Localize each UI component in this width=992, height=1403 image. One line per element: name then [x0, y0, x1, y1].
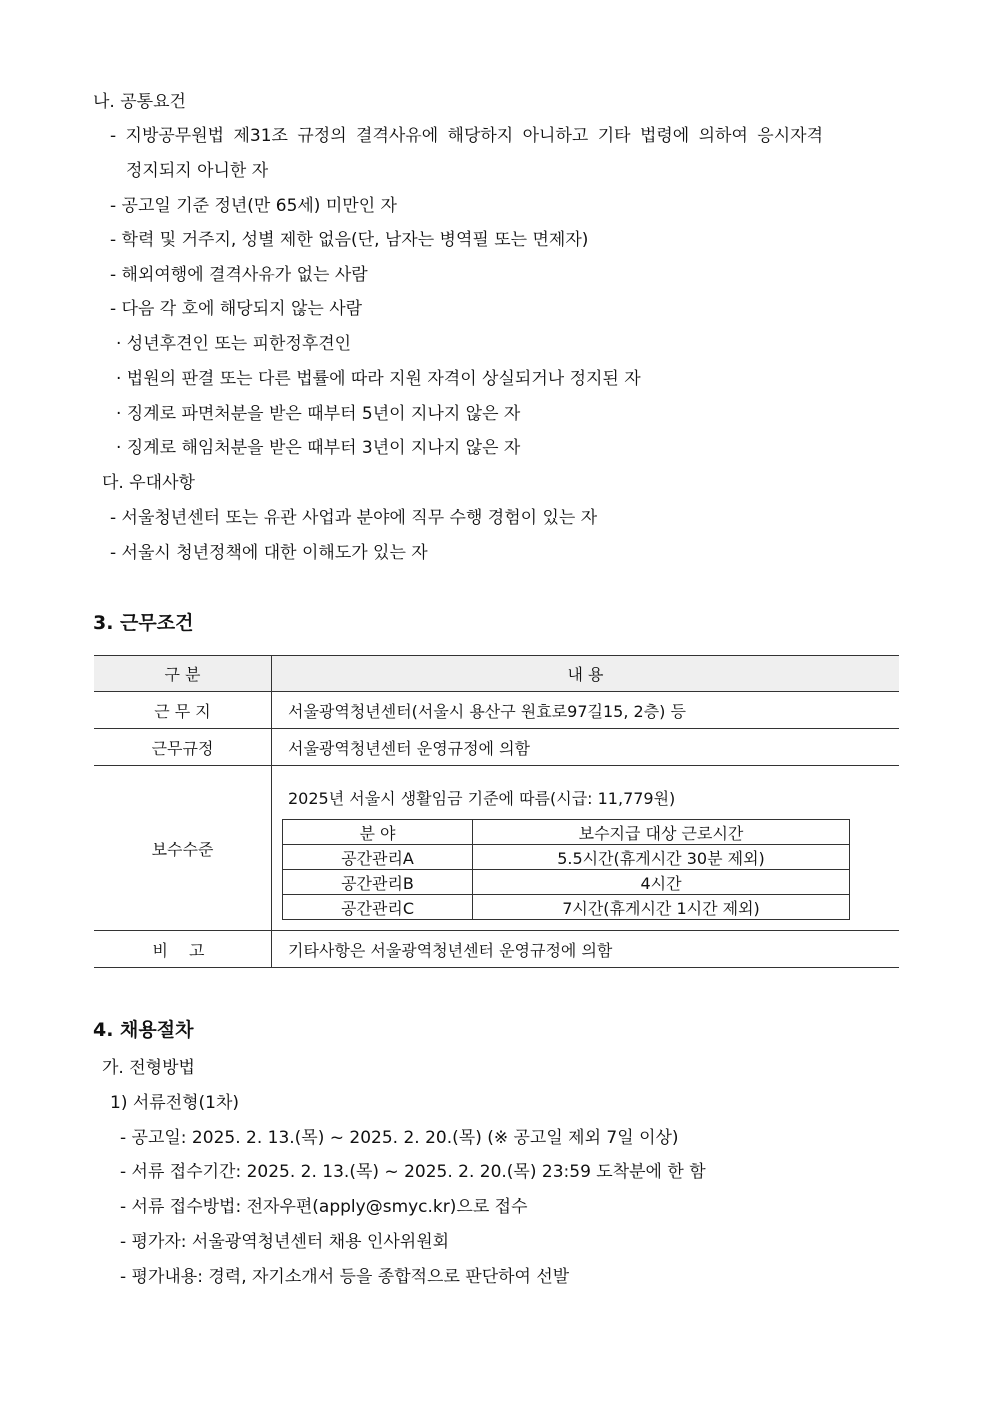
pay-hours: 7시간(휴게시간 1시간 제외) [473, 895, 850, 920]
common-item: - 해외여행에 결격사유가 없는 사람 [110, 265, 368, 285]
pay-field: 공간관리C [283, 895, 473, 920]
common-subitem: · 성년후견인 또는 피한정후견인 [116, 334, 352, 354]
pay-content [272, 766, 900, 931]
table-header-row [94, 656, 899, 692]
pay-note: 2025년 서울시 생활임금 기준에 따름(시급: 11,779원) [288, 789, 676, 808]
hiring-heading: 4. 채용절차 [93, 1019, 194, 1041]
pay-label: 보수수준 [94, 766, 272, 931]
pay-field: 공간관리A [283, 845, 473, 870]
common-item: - 지방공무원법 제31조 규정의 결격사유에 해당하지 아니하고 기타 법령에 의하여 응시자격 [110, 126, 823, 146]
common-subitem: · 징계로 파면처분을 받은 때부터 5년이 지나지 않은 자 [116, 404, 521, 424]
table-header-content: 내 용 [272, 656, 900, 692]
pay-field: 공간관리B [283, 870, 473, 895]
common-item: - 다음 각 호에 해당되지 않는 사람 [110, 299, 363, 319]
hiring-item: - 서류 접수기간: 2025. 2. 13.(목) ~ 2025. 2. 20.(목) 23:59 도착분에 한 함 [120, 1162, 706, 1182]
hiring-item: - 공고일: 2025. 2. 13.(목) ~ 2025. 2. 20.(목) (※ 공고일 제외 7일 이상) [120, 1128, 679, 1148]
preference-item: - 서울청년센터 또는 유관 사업과 분야에 직무 수행 경험이 있는 자 [110, 508, 598, 528]
preference-item: - 서울시 청년정책에 대한 이해도가 있는 자 [110, 543, 428, 563]
common-item: - 공고일 기준 정년(만 65세) 미만인 자 [110, 196, 397, 216]
row-value: 서울광역청년센터 운영규정에 의함 [272, 729, 900, 766]
hiring-item: - 서류 접수방법: 전자우편(apply@smyc.kr)으로 접수 [120, 1197, 528, 1217]
remark-label: 비 고 [94, 931, 272, 968]
hiring-subheading: 가. 전형방법 [102, 1058, 195, 1078]
remark-value: 기타사항은 서울광역청년센터 운영규정에 의함 [272, 931, 900, 968]
pay-hours-row [283, 870, 850, 895]
table-row [94, 729, 899, 766]
hiring-item: - 평가자: 서울광역청년센터 채용 인사위원회 [120, 1232, 450, 1252]
preference-heading: 다. 우대사항 [102, 473, 195, 493]
row-value: 서울광역청년센터(서울시 용산구 원효로97길15, 2층) 등 [272, 692, 900, 729]
pay-hours-row [283, 895, 850, 920]
common-item: 정지되지 아니한 자 [126, 161, 269, 181]
pay-hours-header [283, 820, 850, 845]
pay-row [94, 766, 899, 931]
row-label: 근무규정 [94, 729, 272, 766]
pay-hours: 5.5시간(휴게시간 30분 제외) [473, 845, 850, 870]
common-heading: 나. 공통요건 [93, 92, 186, 112]
pay-hours-table [282, 819, 850, 920]
row-label: 근 무 지 [94, 692, 272, 729]
hiring-item: - 평가내용: 경력, 자기소개서 등을 종합적으로 판단하여 선발 [120, 1267, 570, 1287]
pay-header-hours: 보수지급 대상 근로시간 [473, 820, 850, 845]
pay-header-field: 분 야 [283, 820, 473, 845]
work-conditions-table [94, 655, 899, 968]
pay-hours: 4시간 [473, 870, 850, 895]
remark-row [94, 931, 899, 968]
table-header-category: 구 분 [94, 656, 272, 692]
common-subitem: · 징계로 해임처분을 받은 때부터 3년이 지나지 않은 자 [116, 438, 521, 458]
common-item: - 학력 및 거주지, 성별 제한 없음(단, 남자는 병역필 또는 면제자) [110, 230, 589, 250]
hiring-step: 1) 서류전형(1차) [110, 1093, 240, 1113]
work-conditions-heading: 3. 근무조건 [93, 612, 194, 634]
table-row [94, 692, 899, 729]
pay-hours-row [283, 845, 850, 870]
common-subitem: · 법원의 판결 또는 다른 법률에 따라 지원 자격이 상실되거나 정지된 자 [116, 369, 641, 389]
